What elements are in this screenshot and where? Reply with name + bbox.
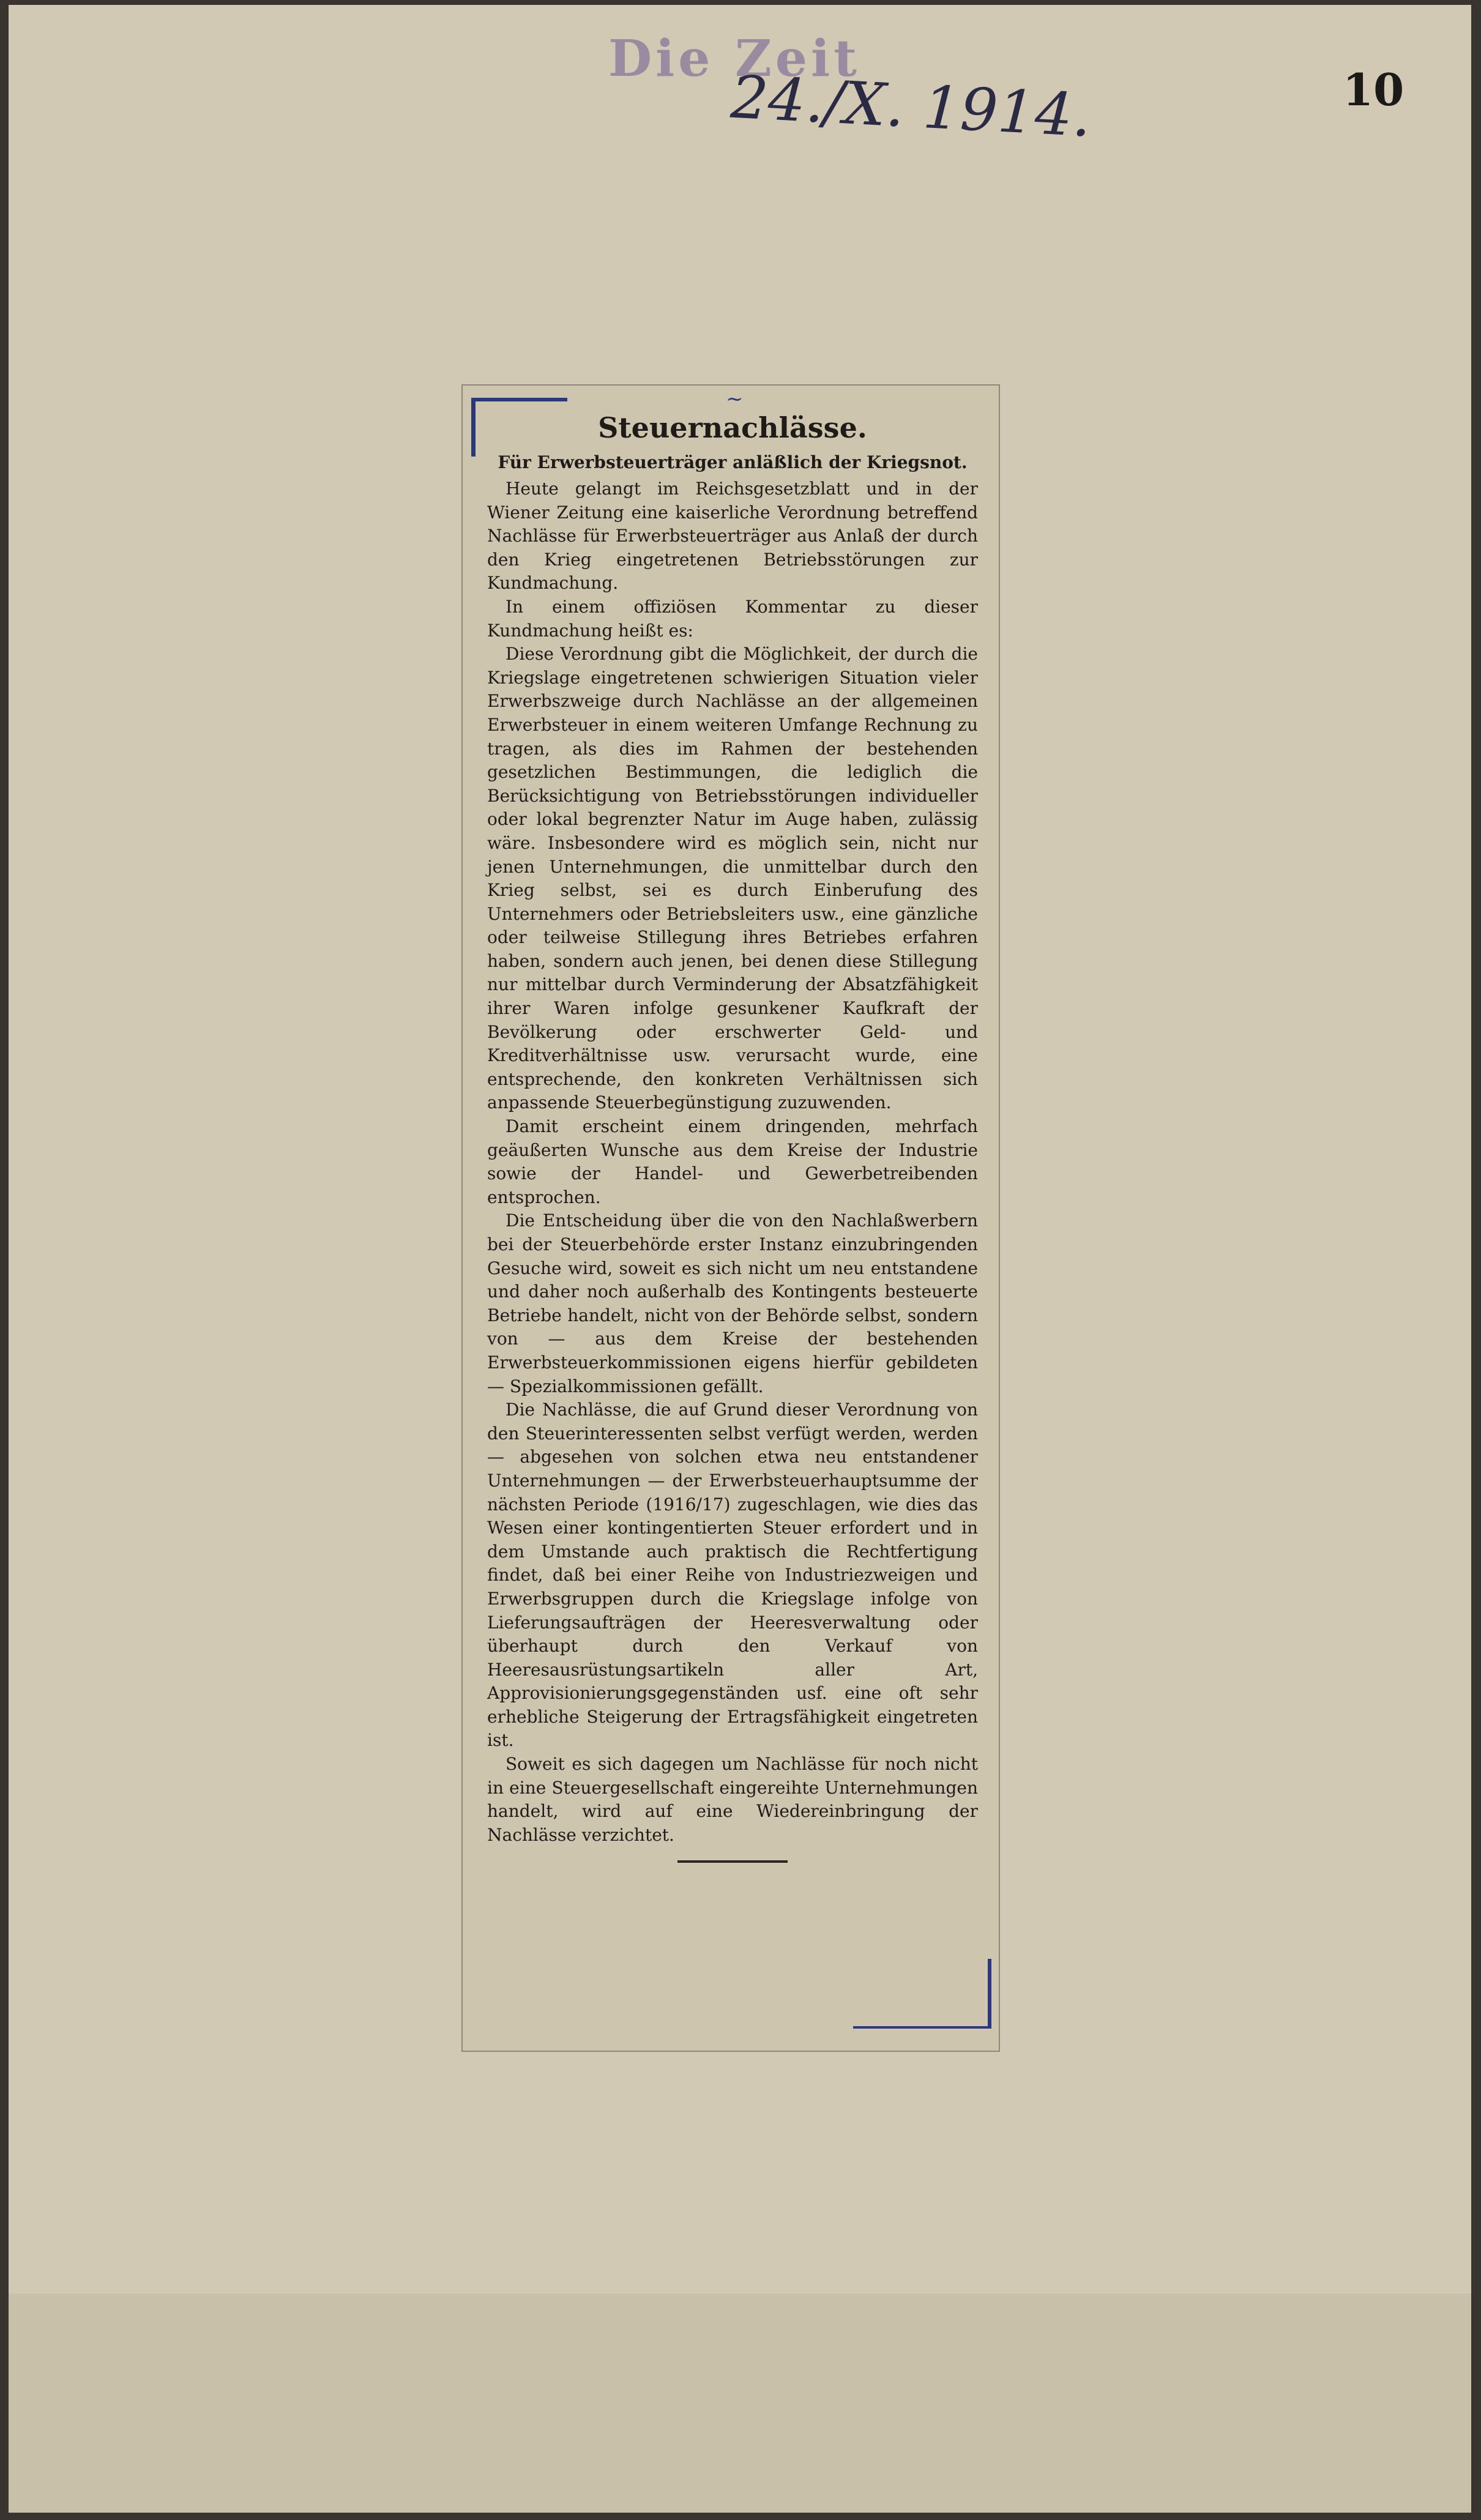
pencil-tilde-mark: ~ [726, 387, 744, 411]
article-paragraph: Diese Verordnung gibt die Möglichkeit, der durch die Kriegslage eingetretenen schwierigen Situation vieler Erwerbszweige durch Nachlässe an der allgemeinen Erwerbsteuer in einem weiteren Umfange Rechnung zu tragen, als dies im Rahmen der bestehenden gesetzlichen Bestimmungen, die lediglich die Berücksichtigung von Betriebsstörungen individueller oder lokal begrenzter Natur im Auge haben, zulässig wäre. Insbesondere wird es möglich sein, nicht nur jenen Unternehmungen, die unmittelbar durch den Krieg selbst, sei es durch Einberufung des Unternehmers oder Betriebsleiters usw., eine gänzliche oder teilweise Stillegung ihres Betriebes erfahren haben, sondern auch jenen, bei denen diese Stillegung nur mittelbar durch Verminderung der Absatzfähigkeit ihrer Waren infolge gesunkener Kaufkraft der Bevölkerung oder erschwerter Geld- und Kreditverhältnisse usw. verursacht wurde, eine entsprechende, den konkreten Verhältnissen sich anpassende Steuerbegünstigung zuzuwenden. [487, 644, 978, 1113]
article-paragraph: Damit erscheint einem dringenden, mehrfach geäußerten Wunsche aus dem Kreise der Industrie sowie der Handel- und Gewerbetreibenden entsprochen. [487, 1116, 978, 1207]
handwritten-date: 24./X. 1914. [729, 62, 1093, 151]
article-paragraph: In einem offiziösen Kommentar zu dieser Kundmachung heißt es: [487, 596, 978, 641]
paper-fold [9, 2294, 1471, 2513]
archive-sheet [9, 5, 1471, 2513]
pencil-bracket-top [471, 398, 567, 457]
article-subheadline: Für Erwerbsteuerträger anläßlich der Kriegsnot. [498, 452, 968, 472]
article-paragraph: Die Entscheidung über die von den Nachlaßwerbern bei der Steuerbehörde erster Instanz einzubringenden Gesuche wird, soweit es sich nicht um neu entstandene und daher noch außerhalb des Kontingents besteuerte Betriebe handelt, nicht von der Behörde selbst, sondern von — aus dem Kreise der bestehenden Erwerbsteuerkommissionen eigens hierfür gebildeten — Spezialkommissionen gefällt. [487, 1210, 978, 1396]
newspaper-clipping [461, 384, 1000, 2052]
end-rule [677, 1860, 788, 1863]
article-paragraph: Heute gelangt im Reichsgesetzblatt und in der Wiener Zeitung eine kaiserliche Verordnung betreffend Nachlässe für Erwerbsteuerträger aus Anlaß der durch den Krieg eingetretenen Betriebsstörungen zur Kundmachung. [487, 479, 978, 594]
newspaper-stamp: Die Zeit [608, 29, 861, 88]
page-number: 10 [1343, 64, 1405, 116]
article-paragraph: Die Nachlässe, die auf Grund dieser Verordnung von den Steuerinteressenten selbst verfügt werden, werden — abgesehen von solchen etwa neu entstandener Unternehmungen — der Erwerbsteuerhauptsumme der nächsten Periode (1916/17) zugeschlagen, wie dies das Wesen einer kontingentierten Steuer erfordert und in dem Umstande auch praktisch die Rechtfertigung findet, daß bei einer Reihe von Industriezweigen und Erwerbsgruppen durch die Kriegslage infolge von Lieferungsaufträgen der Heeresverwaltung oder überhaupt durch den Verkauf von Heeresausrüstungsartikeln aller Art, Approvisionierungsgegenständen usf. eine oft sehr erhebliche Steigerung der Ertragsfähigkeit eingetreten ist. [487, 1400, 978, 1751]
article-headline: Steuernachlässe. [598, 411, 867, 444]
pencil-bracket-bottom [853, 1959, 991, 2029]
article-paragraph: Soweit es sich dagegen um Nachlässe für noch nicht in eine Steuergesellschaft eingereihte Unternehmungen handelt, wird auf eine Wiedereinbringung der Nachlässe verzichtet. [487, 1754, 978, 1845]
